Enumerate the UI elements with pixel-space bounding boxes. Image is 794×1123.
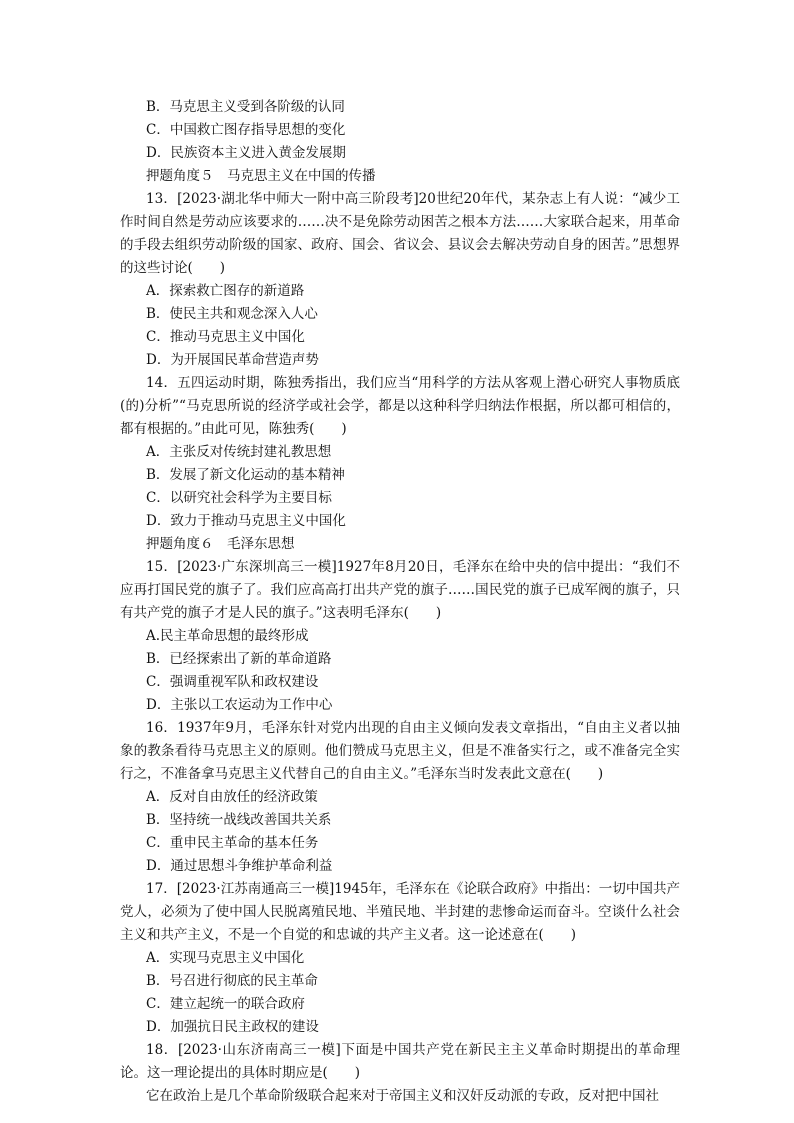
question-16-option-d: D．通过思想斗争维护革命利益 (146, 858, 333, 874)
section-heading-5: 押题角度５ 马克思主义在中国的传播 (146, 168, 376, 184)
question-14-option-c: C．以研究社会科学为主要目标 (146, 490, 332, 506)
question-15-option-d: D．主张以工农运动为工作中心 (146, 697, 333, 713)
option-d-prev: D．民族资本主义进入黄金发展期 (146, 145, 346, 161)
question-14-stem: 14．五四运动时期，陈独秀指出，我们应当“用科学的方法从客观上潜心研究人事物质底(的)分析”“马克思所说的经济学或社会学，都是以这种科学归纳法作根据，所以都可相信的，都有根据的。”由此可见，陈独秀( ) (120, 375, 680, 437)
question-15-option-c: C．强调重视军队和政权建设 (146, 674, 319, 690)
question-16-stem: 16．1937年9月，毛泽东针对党内出现的自由主义倾向发表文章指出，“自由主义者以抽象的教条看待马克思主义的原则。他们赞成马克思主义，但是不准备实行之，或不准备完全实行之，不准备拿马克思主义代替自己的自由主义。”毛泽东当时发表此文意在( ) (120, 720, 680, 782)
question-13-option-b: B．使民主共和观念深入人心 (146, 306, 318, 322)
question-13-option-d: D．为开展国民革命营造声势 (146, 352, 319, 368)
document-content (120, 96, 680, 1108)
question-17-option-b: B．号召进行彻底的民主革命 (146, 973, 318, 989)
question-17-stem: 17．[2023·江苏南通高三一模]1945年，毛泽东在《论联合政府》中指出：一切中国共产党人，必须为了使中国人民脱离殖民地、半殖民地、半封建的悲惨命运而奋斗。空谈什么社会主义和共产主义，不是一个自觉的和忠诚的共产主义者。这一论述意在( ) (120, 881, 680, 943)
question-15-stem: 15．[2023·广东深圳高三一模]1927年8月20日，毛泽东在给中央的信中提出：“我们不应再打国民党的旗子了。我们应高高打出共产党的旗子……国民党的旗子已成军阀的旗子，只有共产党的旗子才是人民的旗子。”这表明毛泽东( ) (120, 559, 680, 621)
question-13-option-c: C．推动马克思主义中国化 (146, 329, 305, 345)
option-b-prev: B．马克思主义受到各阶级的认同 (146, 99, 345, 115)
question-15-option-a: A.民主革命思想的最终形成 (146, 628, 309, 644)
question-18-quote: 它在政治上是几个革命阶级联合起来对于帝国主义和汉奸反动派的专政，反对把中国社 (146, 1088, 659, 1104)
question-18-stem: 18．[2023·山东济南高三一模]下面是中国共产党在新民主主义革命时期提出的革命理论。这一理论提出的具体时期应是( ) (120, 1042, 680, 1081)
question-17-option-c: C．建立起统一的联合政府 (146, 996, 305, 1012)
question-17-option-d: D．加强抗日民主政权的建设 (146, 1019, 319, 1035)
question-15-option-b: B．已经探索出了新的革命道路 (146, 651, 332, 667)
question-14-option-a: A．主张反对传统封建礼教思想 (146, 444, 332, 460)
question-14-option-d: D．致力于推动马克思主义中国化 (146, 513, 346, 529)
question-13-option-a: A．探索救亡图存的新道路 (146, 283, 305, 299)
question-16-option-a: A．反对自由放任的经济政策 (146, 789, 318, 805)
section-heading-6: 押题角度６ 毛泽东思想 (146, 536, 295, 552)
question-17-option-a: A．实现马克思主义中国化 (146, 950, 305, 966)
question-13-stem: 13．[2023·湖北华中师大一附中高三阶段考]20世纪20年代，某杂志上有人说：“减少工作时间自然是劳动应该要求的……决不是免除劳动困苦之根本方法……大家联合起来，用革命的手段去组织劳动阶级的国家、政府、国会、省议会、县议会去解决劳动自身的困苦。”思想界的这些讨论( ) (120, 191, 680, 276)
question-16-option-c: C．重申民主革命的基本任务 (146, 835, 319, 851)
question-16-option-b: B．坚持统一战线改善国共关系 (146, 812, 332, 828)
option-c-prev: C．中国救亡图存指导思想的变化 (146, 122, 346, 138)
question-14-option-b: B．发展了新文化运动的基本精神 (146, 467, 345, 483)
